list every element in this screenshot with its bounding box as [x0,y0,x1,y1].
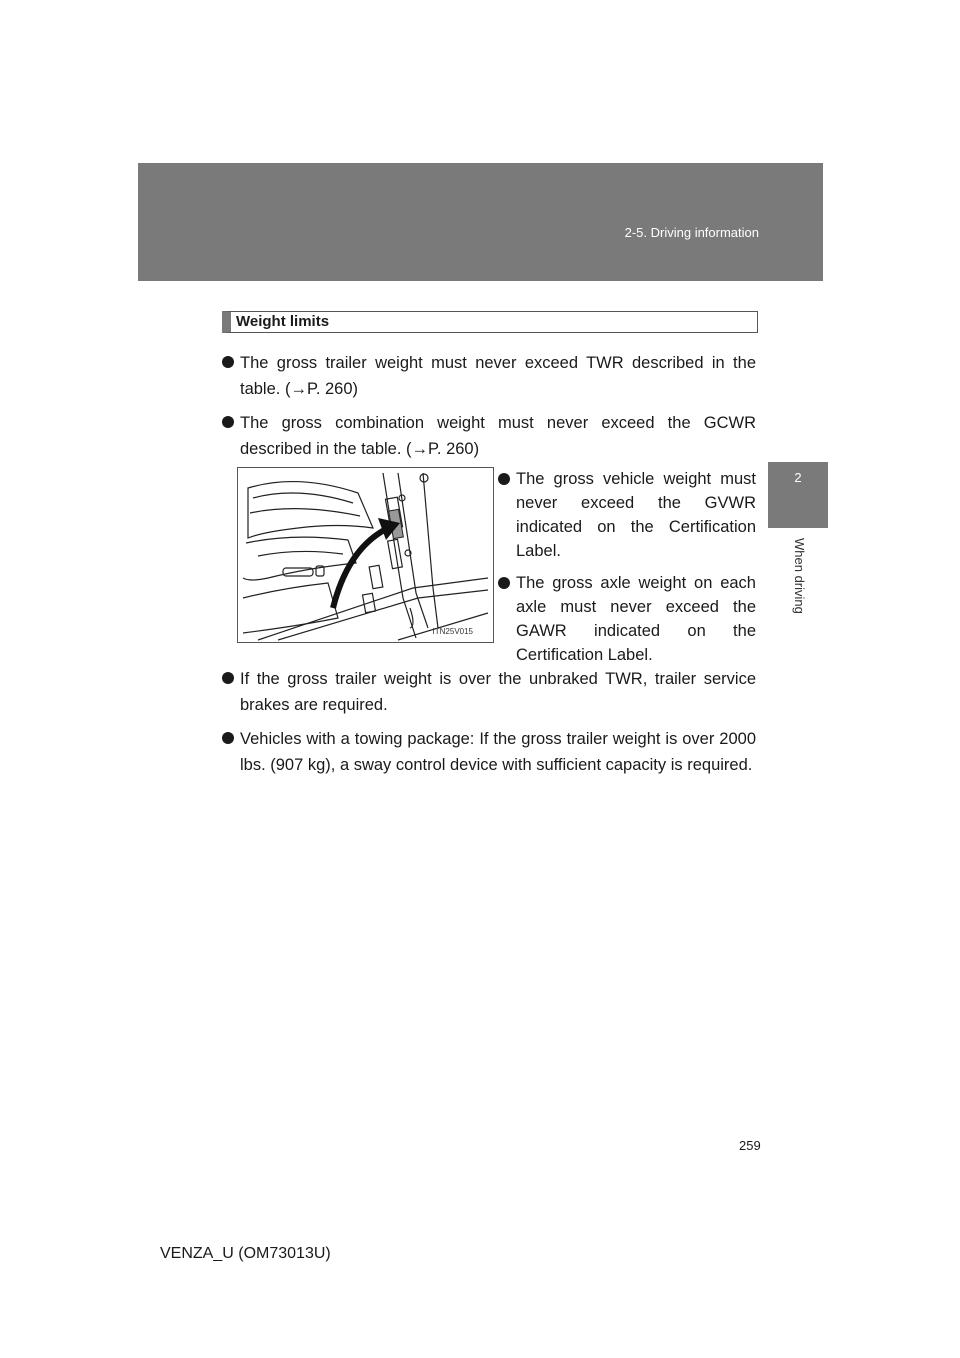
bullet-icon [222,672,234,684]
bullet-icon [498,577,510,589]
list-item: If the gross trailer weight is over the unbraked TWR, trailer service brakes are required. [222,666,756,718]
list-item: The gross vehicle weight must never exceed the GVWR indicated on the Certification Label. [498,467,756,563]
list-item: The gross trailer weight must never exceed TWR described in the table. (→P. 260) [222,350,756,402]
bullet-list-right [498,467,756,675]
certification-label-location-drawing [238,468,493,642]
page-header [138,163,823,281]
door-pillar-illustration [237,467,494,643]
section-title: Weight limits [222,311,758,333]
list-item: The gross axle weight on each axle must never exceed the GAWR indicated on the Certification Label. [498,571,756,667]
chapter-tab [768,462,828,528]
list-item: The gross combination weight must never exceed the GCWR described in the table. (→P. 260) [222,410,756,462]
chapter-number: 2 [794,470,802,485]
bullet-list-top [222,350,756,470]
section-breadcrumb: 2-5. Driving information [624,225,759,240]
bullet-icon [222,732,234,744]
bullet-list-bottom [222,666,756,786]
page-number: 259 [739,1138,761,1153]
bullet-icon [222,356,234,368]
manual-code: VENZA_U (OM73013U) [160,1245,331,1262]
bullet-icon [498,473,510,485]
bullet-icon [222,416,234,428]
figure-code: ITN25V015 [432,627,473,636]
list-item: Vehicles with a towing package: If the gross trailer weight is over 2000 lbs. (907 kg), a sway control device with sufficient capacity is required. [222,726,756,778]
chapter-label: When driving [792,538,807,614]
